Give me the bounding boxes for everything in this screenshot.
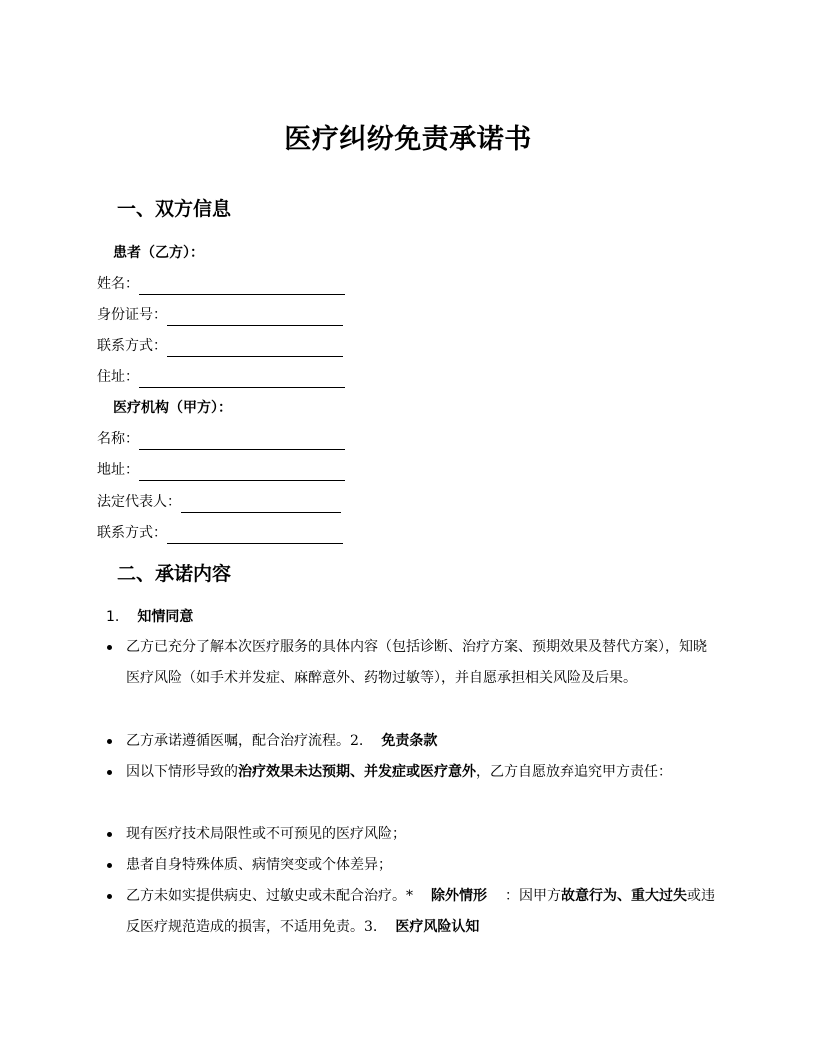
- institution-address-blank[interactable]: [139, 466, 345, 481]
- institution-label: 医疗机构（甲方）：: [113, 400, 232, 416]
- patient-id-field: [97, 304, 343, 326]
- institution-contact-field: [97, 522, 343, 544]
- bullet-text: 乙方承诺遵循医嘱，配合治疗流程。2.: [126, 733, 364, 749]
- list-item: [126, 757, 718, 788]
- field-label: 名称：: [97, 431, 139, 447]
- address-blank[interactable]: [139, 373, 345, 388]
- item-title: 医疗风险认知: [395, 919, 480, 935]
- item-title: 免责条款: [381, 733, 438, 749]
- item-number: 1.: [106, 609, 120, 625]
- item-title: 知情同意: [137, 609, 194, 625]
- contact-blank[interactable]: [167, 342, 343, 357]
- field-label: 联系方式：: [97, 338, 167, 354]
- field-label: 联系方式：: [97, 525, 167, 541]
- bullet-text: 因以下情形导致的: [126, 764, 238, 780]
- legal-rep-field: [97, 491, 341, 513]
- legal-rep-blank[interactable]: [181, 498, 341, 513]
- emphasis-text: 除外情形: [431, 888, 487, 904]
- institution-name-field: [97, 428, 345, 450]
- list-item: [126, 632, 718, 694]
- bullet-text: 乙方已充分了解本次医疗服务的具体内容（包括诊断、治疗方案、预期效果及替代方案），知晓医疗风险（如手术并发症、麻醉意外、药物过敏等），并自愿承担相关风险及后果。: [126, 639, 707, 686]
- patient-name-field: [97, 273, 345, 295]
- patient-address-field: [97, 366, 345, 388]
- field-label: 身份证号：: [97, 307, 167, 323]
- list-item: [126, 726, 718, 757]
- bullet-text: 现有医疗技术局限性或不可预见的医疗风险；: [126, 826, 406, 842]
- bullet-text: ：因甲方: [505, 888, 561, 904]
- institution-name-blank[interactable]: [139, 435, 345, 450]
- bullet-text: 乙方未如实提供病史、过敏史或未配合治疗。*: [126, 888, 413, 904]
- list-item: [126, 881, 718, 943]
- id-blank[interactable]: [167, 311, 343, 326]
- name-blank[interactable]: [139, 280, 345, 295]
- list-item: [126, 850, 718, 881]
- section1-heading: 一、双方信息: [117, 198, 232, 220]
- patient-label: 患者（乙方）：: [113, 245, 204, 261]
- bullet-text: 或违反医疗规范造成的损害，不适用免责。3.: [126, 888, 715, 935]
- bullet-text: ，乙方自愿放弃追究甲方责任：: [476, 764, 672, 780]
- bullet-text: 患者自身特殊体质、病情突变或个体差异；: [126, 857, 392, 873]
- emphasis-text: 治疗效果未达预期、并发症或医疗意外: [238, 764, 476, 780]
- institution-contact-blank[interactable]: [167, 529, 343, 544]
- numbered-item-informed-consent: [106, 606, 193, 628]
- document-title: 医疗纠纷免责承诺书: [284, 124, 532, 155]
- section2-heading: 二、承诺内容: [117, 563, 232, 585]
- field-label: 姓名：: [97, 276, 139, 292]
- institution-address-field: [97, 459, 345, 481]
- field-label: 地址：: [97, 462, 139, 478]
- list-item: [126, 819, 718, 850]
- patient-contact-field: [97, 335, 343, 357]
- field-label: 住址：: [97, 369, 139, 385]
- field-label: 法定代表人：: [97, 494, 181, 510]
- emphasis-text: 故意行为、重大过失: [561, 888, 687, 904]
